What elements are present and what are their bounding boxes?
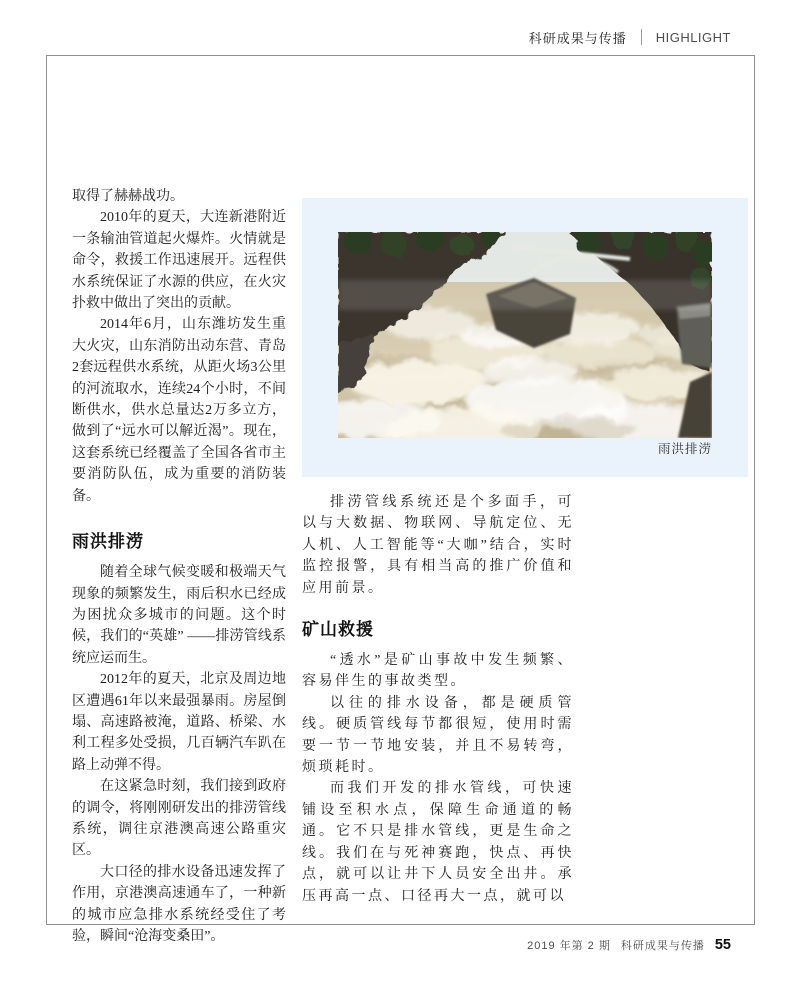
footer-issue-label: 2019 年第 2 期 xyxy=(527,940,611,952)
paragraph-water-inrush: “透水”是矿山事故中发生频繁、容易伴生的事故类型。 xyxy=(302,653,574,690)
highlight-label: HIGHLIGHT xyxy=(655,29,731,45)
paragraph-old-pipes: 以往的排水设备，都是硬质管线。硬质管线每节都很短，使用时需要一节一节地安装，并且不易转弯，烦琐耗时。 xyxy=(302,695,574,776)
paragraph-urgent-dispatch: 在这紧急时刻，我们接到政府的调令，将刚刚研发出的排涝管线系统，调往京港澳高速公路重灾区。 xyxy=(72,779,286,859)
paragraph-previous-end: 取得了赫赫战功。 xyxy=(72,189,184,204)
footer-page-number: 55 xyxy=(714,937,731,953)
paragraph-2010-dalian: 2010年的夏天，大连新港附近一条输油管道起火爆炸。火情就是命令，救援工作迅速展开。远程供水系统保证了水源的供应，在火灾扑救中做出了突出的贡献。 xyxy=(72,210,286,312)
photo-caption: 雨洪排涝 xyxy=(657,442,712,456)
paragraph-drainage-result: 大口径的排水设备迅速发挥了作用，京港澳高速通车了，一种新的城市应急排水系统经受住了考验，瞬间“沧海变桑田”。 xyxy=(72,864,286,944)
journal-category-label: 科研成果与传播 xyxy=(528,30,627,46)
paragraph-multi-talent: 排涝管线系统还是个多面手，可以与大数据、物联网、导航定位、无人机、人工智能等“大咖”结合，实时监控报警，具有相当高的推广价值和应用前景。 xyxy=(302,495,574,596)
photo-panel xyxy=(302,198,748,477)
paragraph-flood-intro: 随着全球气候变暖和极端天气现象的频繁发生，雨后积水已经成为困扰众多城市的问题。这个时候，我们的“英雄” ——排涝管线系统应运而生。 xyxy=(72,565,286,666)
flood-photo-illustration xyxy=(338,232,712,438)
flood-photo xyxy=(338,232,712,438)
paragraph-2014-weifang: 2014年6月，山东潍坊发生重大火灾，山东消防出动东营、青岛2套远程供水系统，从距火场3公里的河流取水，连续24个小时，不间断供水，供水总量达2万多立方，做到了“远水可以解近渴”。现在，这套系统已经覆盖了全国各省市主要消防队伍，成为重要的消防装备。 xyxy=(72,317,286,504)
running-head xyxy=(529,27,731,47)
header-divider xyxy=(641,29,642,45)
right-text-column xyxy=(302,492,574,907)
footer-journal-label: 科研成果与传播 xyxy=(620,940,705,952)
page-footer xyxy=(527,937,731,953)
paragraph-new-pipes: 而我们开发的排水管线，可快速铺设至积水点，保障生命通道的畅通。它不只是排水管线，更是生命之线。我们在与死神赛跑，快点、再快点，就可以让井下人员安全出井。承压再高一点、口径再大一点，就可以 xyxy=(302,781,574,904)
left-text-column xyxy=(72,186,286,947)
section-heading-flood-drainage: 雨洪排涝 xyxy=(72,532,144,552)
paragraph-2012-beijing: 2012年的夏天，北京及周边地区遭遇61年以来最强暴雨。房屋倒塌、高速路被淹，道路、桥梁、水利工程多处受损，几百辆汽车趴在路上动弹不得。 xyxy=(72,672,286,773)
section-heading-mine-rescue: 矿山救援 xyxy=(302,620,374,640)
